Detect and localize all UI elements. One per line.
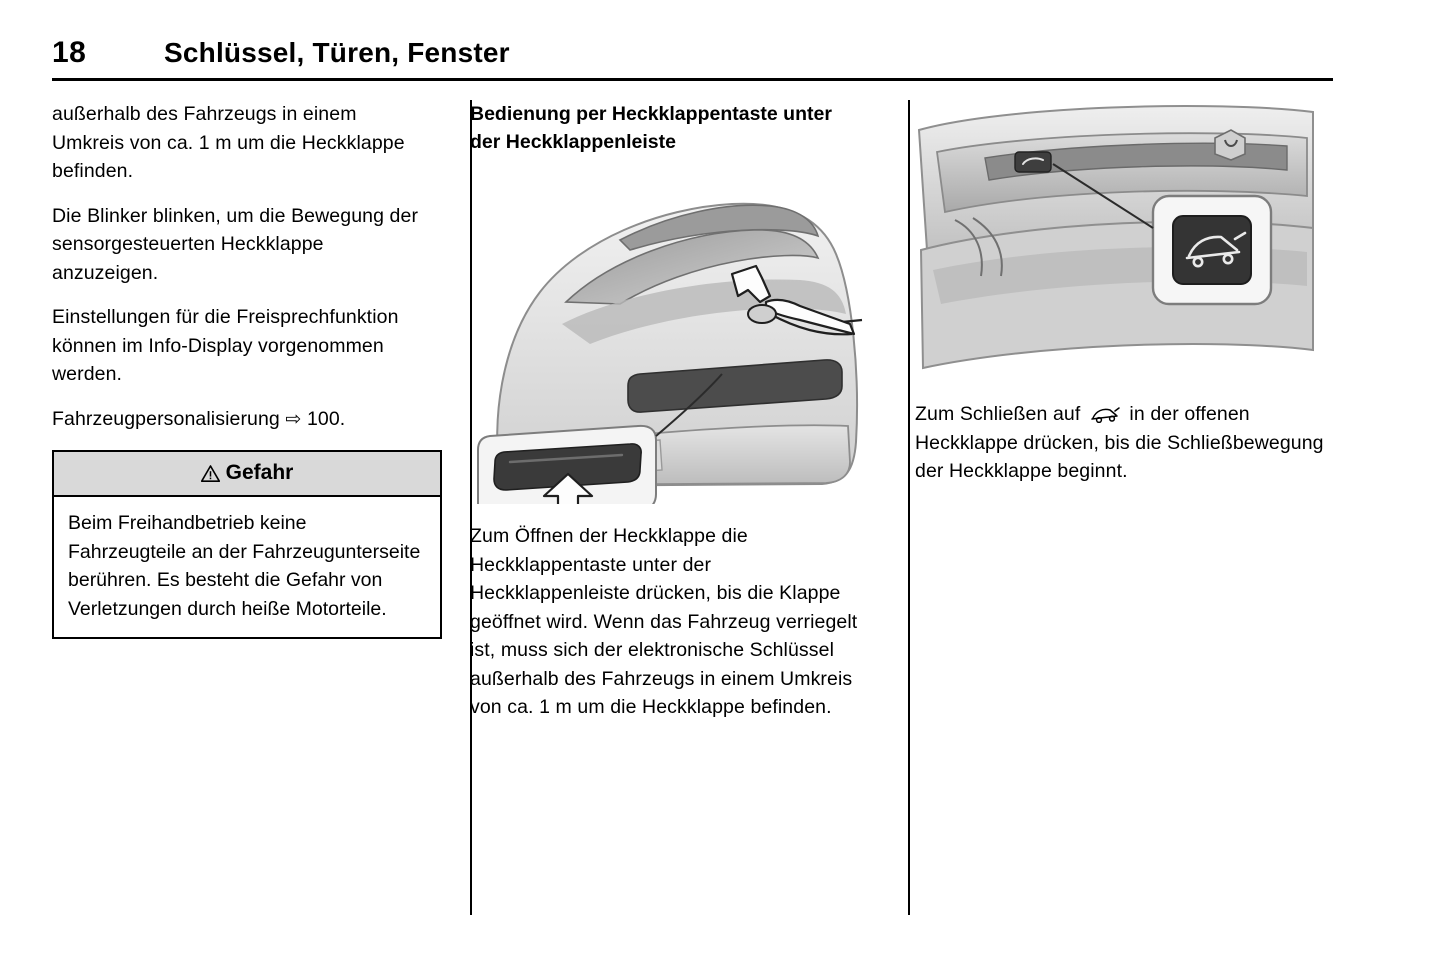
cross-reference-page: 100.: [306, 407, 346, 430]
paragraph-text-after: in der offenen Heckklappe drücken, bis die Schließbewegung der Heckklappe beginnt.: [915, 403, 1324, 482]
cross-reference-label: Fahrzeugpersonalisierung: [52, 407, 280, 430]
page-number: 18: [52, 36, 87, 69]
page-header: [52, 36, 1330, 70]
danger-callout-title: Gefahr: [225, 461, 294, 484]
paragraph: außerhalb des Fahrzeugs in einem Umkreis von ca. 1 m um die Heckklappe befinden.: [52, 103, 405, 182]
danger-callout-header: [54, 452, 440, 497]
close-hatch-icon: [1090, 406, 1120, 423]
paragraph-text-before: Zum Schließen auf: [915, 403, 1081, 425]
danger-callout: [52, 450, 442, 639]
rear-hatch-exterior-illustration: [470, 174, 870, 504]
danger-callout-body: Beim Freihandbetrieb keine Fahrzeugteile an der Fahrzeugunterseite berühren. Es besteht die Gefahr von Verletzungen durch heiße Motorteile.: [68, 512, 421, 620]
warning-triangle-icon: [201, 465, 220, 482]
cross-reference-arrow-icon: ⇨: [285, 408, 302, 430]
rear-hatch-inner-close-button-illustration: [915, 100, 1315, 380]
page-title: Schlüssel, Türen, Fenster: [164, 37, 510, 68]
paragraph: Die Blinker blinken, um die Bewegung der sensorgesteuerten Heckklappe anzuzeigen.: [52, 204, 419, 284]
column-left: [52, 100, 445, 915]
paragraph-with-icon: [915, 400, 1333, 486]
header-divider: [52, 78, 1333, 81]
section-heading: Bedienung per Heckklappentaste unter der Heckklappenleiste: [470, 103, 832, 153]
paragraph: Zum Öffnen der Heckklappe die Heckklappentaste unter der Heckklappenleiste drücken, bis die Klappe geöffnet wird. Wenn das Fahrzeug verriegelt ist, muss sich der elektronische Schlüssel außerhalb des Fahrzeugs in einem Umkreis von ca. 1 m um die Heckklappe befinden.: [470, 525, 858, 718]
column-middle: [445, 100, 885, 915]
column-right: [885, 100, 1333, 915]
content-columns: [52, 100, 1333, 915]
paragraph: Einstellungen für die Freisprechfunktion können im Info-Display vorgenommen werden.: [52, 306, 399, 385]
cross-reference: [52, 405, 423, 435]
